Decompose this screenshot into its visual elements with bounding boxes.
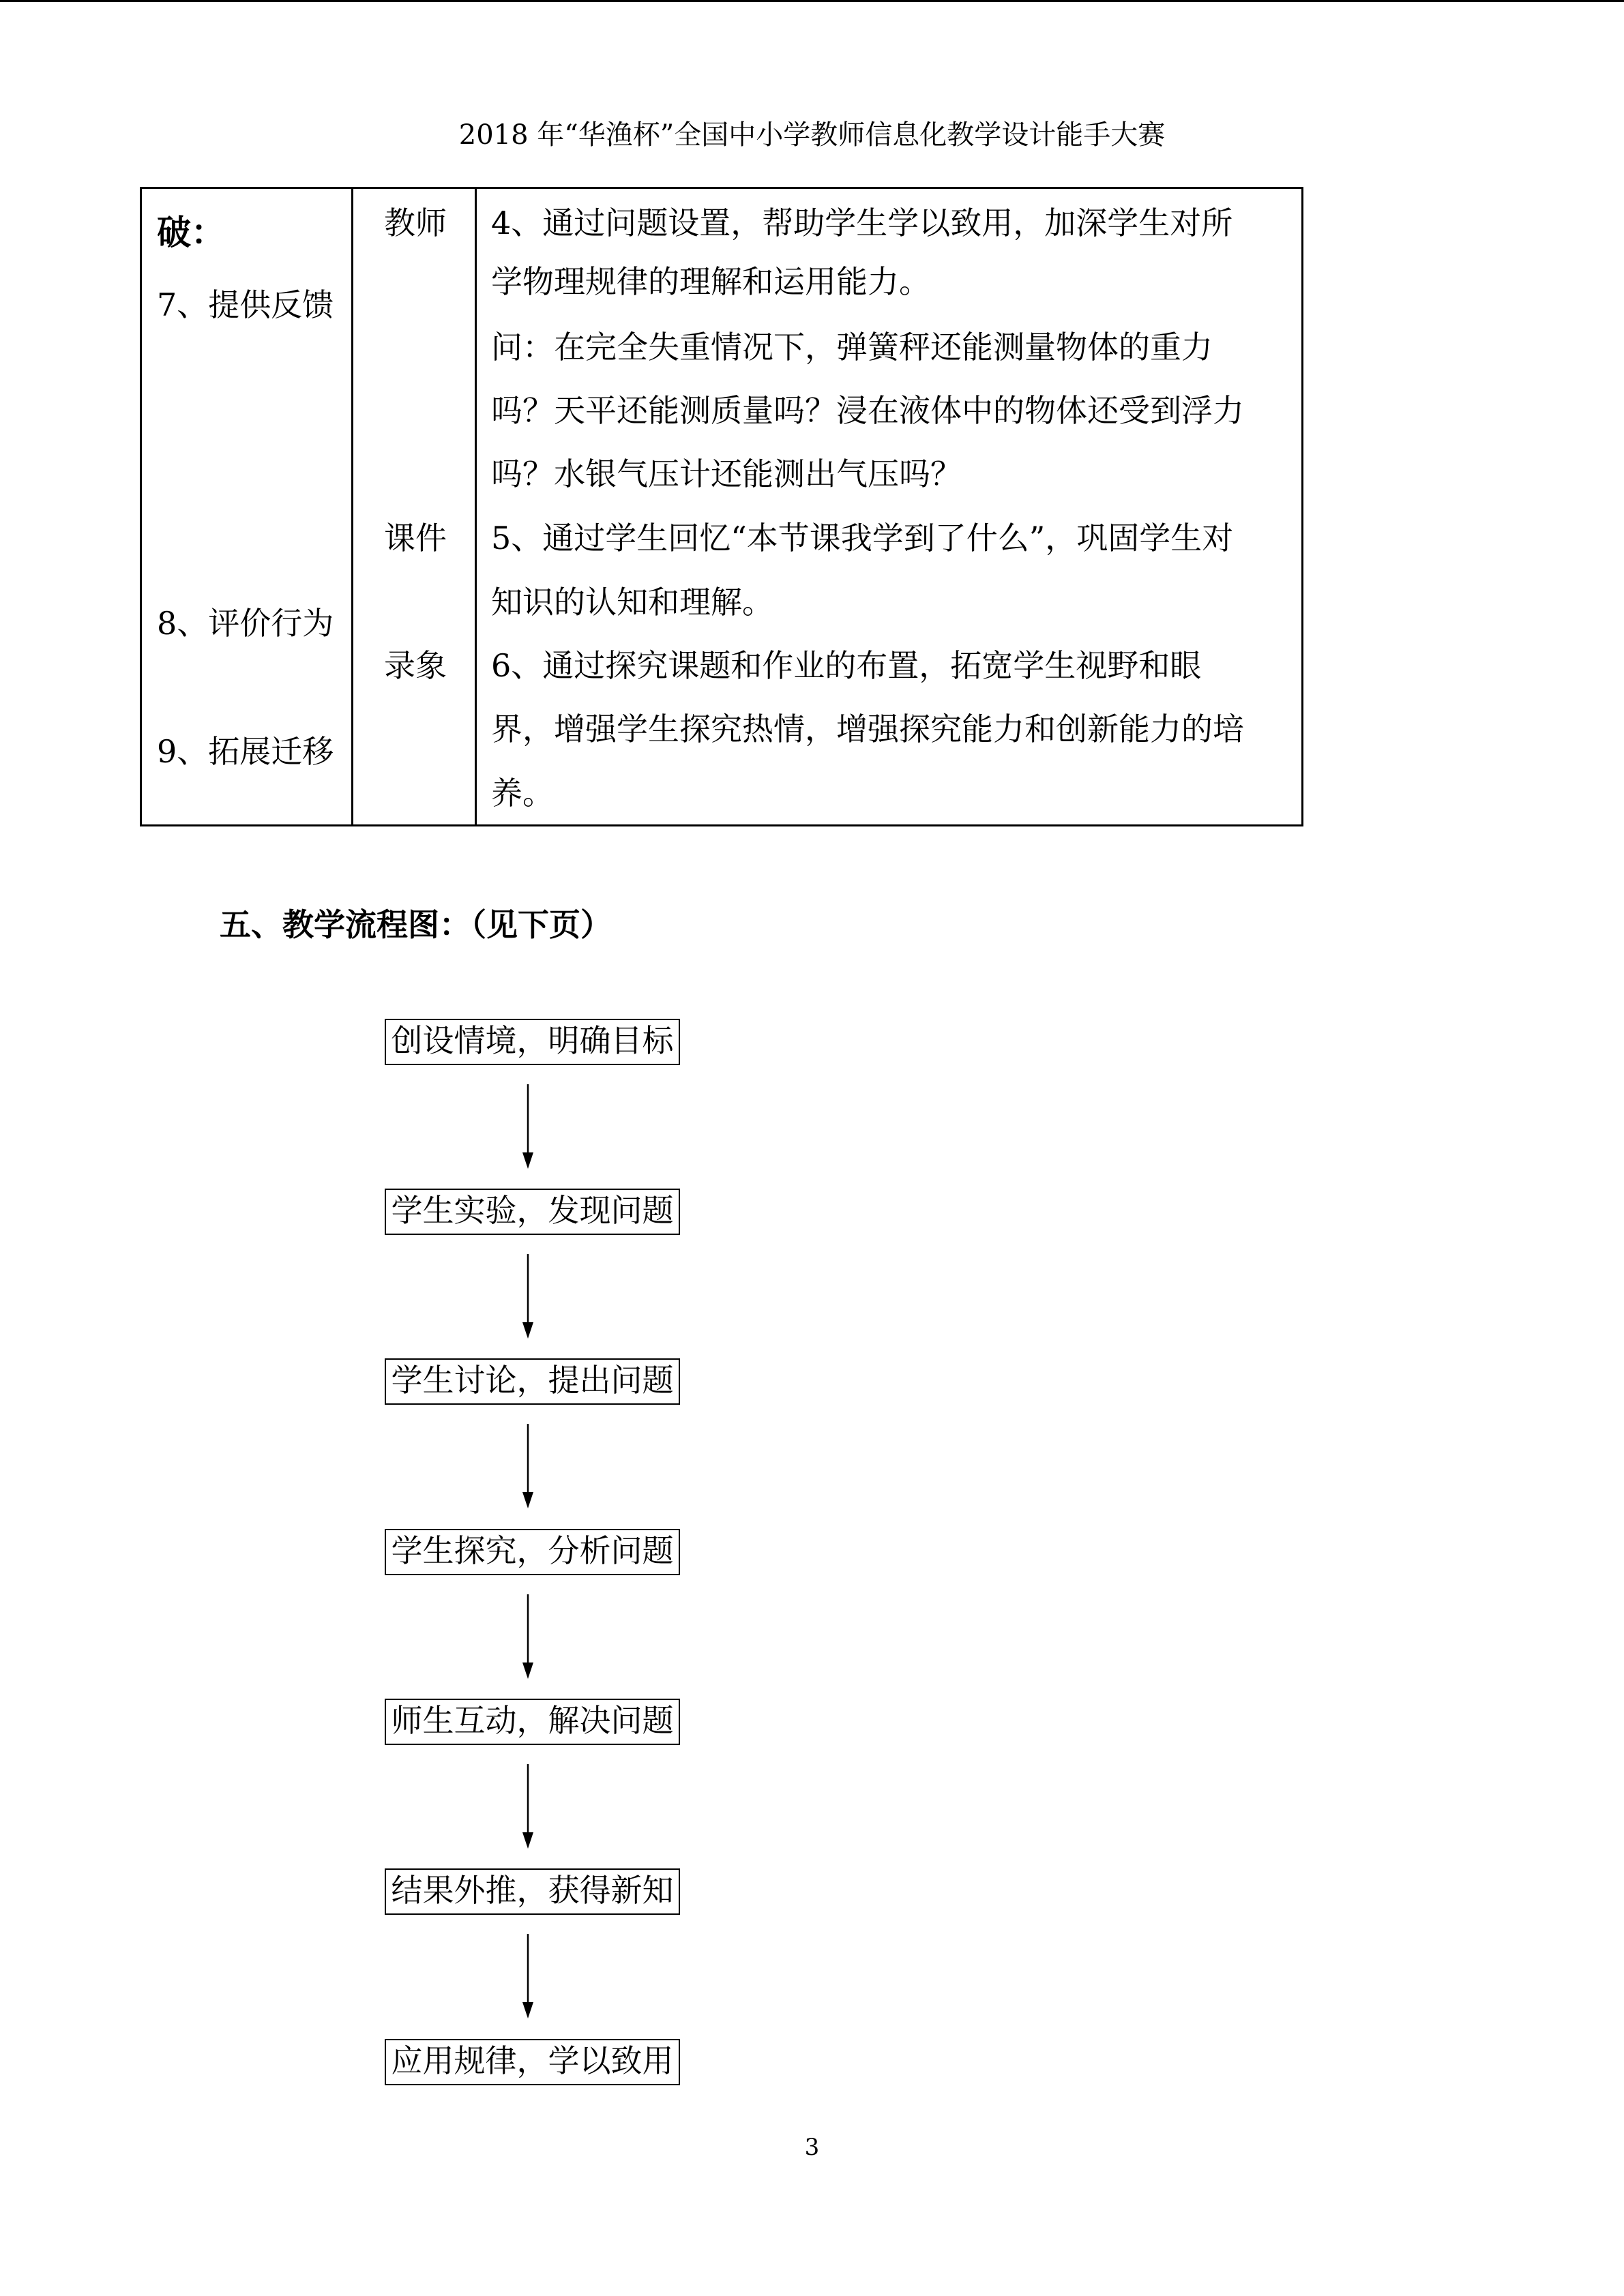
stage-item: 8、评价行为 — [157, 605, 334, 642]
description-line: 4、通过问题设置，帮助学生学以致用，加深学生对所 — [491, 205, 1233, 241]
stage-item: 7、提供反馈 — [157, 286, 334, 323]
description-line: 5、通过学生回忆“本节课我学到了什么”，巩固学生对 — [491, 520, 1234, 556]
description-line: 知识的认知和理解。 — [491, 584, 773, 621]
flow-step: 学生探究，分析问题 — [385, 1529, 680, 1575]
top-border-line — [0, 0, 1624, 2]
flow-step: 学生实验，发现问题 — [385, 1189, 680, 1235]
media-label: 课件 — [384, 520, 447, 556]
table-column-divider-1 — [351, 189, 353, 824]
flow-step: 师生互动，解决问题 — [385, 1699, 680, 1745]
description-line: 吗？天平还能测质量吗？浸在液体中的物体还受到浮力 — [491, 392, 1244, 429]
down-arrow-icon — [521, 1084, 535, 1169]
down-arrow-icon — [521, 1254, 535, 1339]
description-line: 学物理规律的理解和运用能力。 — [491, 263, 930, 300]
page-header: 2018 年“华渔杯”全国中小学教师信息化教学设计能手大赛 — [458, 119, 1166, 151]
down-arrow-icon — [521, 1934, 535, 2018]
down-arrow-icon — [521, 1764, 535, 1849]
description-line: 吗？水银气压计还能测出气压吗？ — [491, 456, 962, 492]
media-label: 教师 — [384, 205, 447, 241]
flow-step: 创设情境，明确目标 — [385, 1019, 680, 1065]
description-line: 6、通过探究课题和作业的布置，拓宽学生视野和眼 — [491, 647, 1202, 684]
stage-title: 破： — [157, 212, 225, 252]
page-number: 3 — [804, 2134, 820, 2161]
stage-item: 9、拓展迁移 — [157, 733, 334, 770]
lesson-table — [140, 187, 1303, 826]
description-line: 养。 — [491, 775, 554, 811]
down-arrow-icon — [521, 1424, 535, 1508]
description-line: 问：在完全失重情况下，弹簧秤还能测量物体的重力 — [491, 329, 1213, 366]
table-column-divider-2 — [475, 189, 477, 824]
down-arrow-icon — [521, 1594, 535, 1679]
flow-step: 学生讨论，提出问题 — [385, 1358, 680, 1405]
flow-step: 应用规律，学以致用 — [385, 2039, 680, 2085]
flow-step: 结果外推，获得新知 — [385, 1868, 680, 1915]
media-label: 录象 — [384, 647, 447, 684]
section-heading: 五、教学流程图：（见下页） — [220, 906, 612, 943]
description-line: 界，增强学生探究热情，增强探究能力和创新能力的培 — [491, 711, 1244, 747]
